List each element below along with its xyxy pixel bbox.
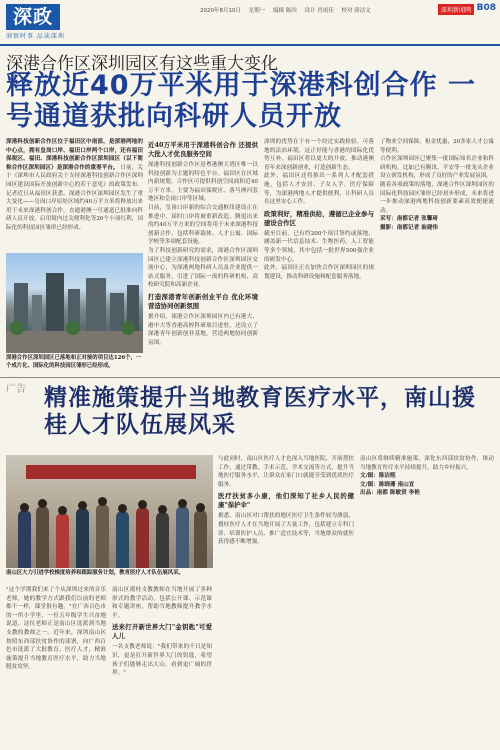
ad-subheading: 送来打开新世界大门"金钥匙"可爱人儿 — [112, 623, 212, 641]
person — [156, 512, 169, 568]
head — [20, 503, 29, 512]
ad-spacer — [6, 446, 106, 454]
banner — [26, 465, 196, 479]
ad-credit: 文/图：陈晓珊 南山宣 — [360, 481, 415, 488]
ad-photo — [6, 455, 213, 568]
reporter-credit: 采写：南都记者 张馨琦 — [380, 216, 438, 223]
tree — [121, 321, 135, 335]
story-column-3 — [264, 138, 374, 374]
photographer-credit: 摄影：南都记者 翁建伟 — [380, 224, 438, 231]
ad-paragraph: 据悉，南山区对口帮扶的地区医疗卫生条件较为薄弱，援桂医疗人才在当地开展了大量工作，包括建立专科门诊、培训医护人员、推广适宜技术等，当地群众的就医获得感不断增强。 — [218, 513, 354, 546]
building — [46, 273, 64, 333]
ad-paragraph: "这个学期我们来了个从深圳过来的音乐老师，她的教学方式跟我们以前的老师都不一样，课堂很有趣。"在广西百色市的一所小学里，一位五年级学生兴奋地说道。这位老师正是南山区选派到当地支教的教师之一。近年来，深圳南山区按照东西部扶贫协作的部署，向广西百色市选派了大批教育、医疗人才，精准施策提升当地教育医疗水平，助力当地脱贫攻坚。 — [6, 587, 106, 671]
tree — [10, 321, 24, 335]
story-paragraph: 此外，福田区正在加快合作区深圳园区的规划建设，推动科研设施和配套服务落地。 — [264, 265, 374, 280]
page-number: B08 — [476, 3, 496, 13]
edition-badge: 深圳新闻网 — [438, 4, 474, 15]
building — [86, 278, 106, 333]
head — [178, 499, 187, 508]
page-header — [0, 0, 500, 44]
ad-column-3 — [218, 455, 354, 746]
header-rule — [0, 44, 500, 46]
ad-paragraph: 一名支教老师说："我们带来的不只是知识，更是打开新世界大门的钥匙，希望孩子们能够走出大山，看到更广阔的世界。" — [112, 644, 212, 677]
subheading: 打造深港青年创新创业平台 优化环境营造协同创新氛围 — [148, 292, 258, 310]
ad-column-1 — [6, 586, 106, 746]
story-paragraph: 据介绍，深港合作区深圳园区内已有港大、港中大等香港高校科研项目进驻，还设立了深港青年创新创业基地，营造两地协同创新氛围。 — [148, 313, 258, 346]
head — [138, 500, 147, 509]
photo-caption: 深港合作区深圳园区已落地和正对接的项目达126个，一个成片化、国际化的科技园区雏形已经形成。 — [6, 355, 142, 369]
building — [32, 295, 42, 333]
person — [116, 511, 129, 568]
ad-column-4 — [360, 455, 494, 746]
story-paragraph: 了物业空间保障，租金优惠，20多家人才公寓等便利。 — [380, 139, 494, 154]
head — [158, 505, 167, 514]
head — [78, 501, 87, 510]
story-paragraph: 深港科技创新合作区是粤港澳大湾区唯一以科技创新为主题的特色平台。福田区在区域内新规划，合作区可提供科创空间面积近40万平方米，主要为福田保税区、落马洲河套地区和皇岗口岸等区域。 — [148, 162, 258, 203]
person — [194, 510, 207, 568]
ad-paragraph: 与此同时，南山区医疗人才也深入当地医院，开展帮扶工作，通过带教、手术示范、学术交流等方式，提升当地医疗服务水平，让群众在家门口就能享受到优质医疗服务。 — [218, 456, 354, 488]
head — [58, 506, 67, 515]
ad-photo-caption: 南山区大力引进学校梯度培养和跟踪服务计划，教育医疗人才队伍展风采。 — [6, 570, 184, 576]
proofreader: 校对 薛洁文 — [341, 8, 371, 14]
story-headline: 释放近40万平米用于深港科创合作 一号通道获批向科研人员开放 — [6, 70, 476, 132]
section-slogan: 洞察时事 品读深圳 — [6, 33, 65, 40]
section-divider — [0, 377, 500, 378]
story-paragraph: 截至目前，已有约200个项目签约或落地，涵盖新一代信息技术、生物医药、人工智能等多个领域，其中包括一批世界500强企业的研发中心。 — [264, 230, 374, 263]
ad-paragraph: 南山区将继续精准施策，深化东西部扶贫协作，推动当地教育医疗水平持续提升，助力乡村振兴。 — [360, 456, 494, 471]
story-column-4 — [380, 138, 494, 374]
ad-credit: 文/图：陈洁熙 — [360, 473, 396, 480]
issue-weekday: 星期一 — [248, 8, 266, 14]
story-lead: 深港科技创新合作区位于福田区中南部，是深港两地的中心点，拥有皇岗口岸、福田口岸两个口岸，还有福田保税区、福田、深港科技创新合作区深圳园区（以下简称合作区深圳园区）是深港合作的重要平台。 — [6, 139, 143, 171]
issue-meta — [200, 6, 377, 14]
person — [36, 506, 49, 568]
person — [76, 508, 89, 568]
head — [196, 503, 205, 512]
story-paragraph: 为了科技创新研究的需求，深港合作区深圳园区已建立深港科技创新合作区深圳园区交流中心，为深港两地科研人员及企业提供一站式服务，引进了国际一流的科研机构、高校研究院和高新企业。 — [148, 247, 258, 289]
person — [18, 510, 31, 568]
story-paragraph: 此外，福田区还将推出一系列人才配套措施，包括人才安居、子女入学、医疗保障等，为深港两地人才提供便利，让科研人员在这里安心工作。 — [264, 173, 374, 206]
tree — [66, 321, 80, 335]
person — [56, 513, 69, 568]
subheading: 近40万平米用于深港科创合作 还提供大批人才优良服务空间 — [148, 141, 258, 158]
ad-credit: 出品：南都 陈敏贤 李艳 — [360, 490, 420, 497]
story-column-1 — [6, 138, 143, 250]
head — [38, 499, 47, 508]
subheading: 政策利好，精准供给，遵循已企业参与建设合作区 — [264, 209, 374, 227]
story-photo — [6, 253, 143, 353]
head — [118, 504, 127, 513]
ad-headline: 精准施策提升当地教育医疗水平，南山援桂人才队伍展风采 — [44, 384, 476, 438]
person — [96, 504, 109, 568]
designer: 设计 肖雨佳 — [304, 8, 334, 14]
story-paragraph: 深圳的优势在于有一个经过实践检验、可落地的法治环境，这正好能与香港的国际化优势互补。福田区将以更大的开放，推动港澳青年来深创新创业，打造创新生态。 — [264, 139, 374, 171]
person — [176, 506, 189, 568]
story-paragraph: 合作区深圳园区已聚集一批国际知名企业和科研机构，比如已有腾讯、平安等一批龙头企业设立研发机构，形成了良好的产业发展氛围。 — [380, 156, 494, 180]
person — [136, 507, 149, 568]
story-paragraph: 日前，关于《深圳市人民政府关于支持深港科技创新合作区深圳园区建设国际开放创新中心的若干意见》的政策发布。记者近日从福田区获悉，深港合作区深圳园区发生了重大变化——皇岗口岸原址区域约40万平方米将释放出来用于未来深港科创合作，直通港澳一号通道已批准向科研人员开放，启用境内过关便利化等26个小项红利，国际化的科技园区雏形已经形成。 — [6, 164, 143, 231]
story-paragraph: 目前，皇岗口岸新的综合交通枢纽建设正在推进中，届时口岸将被重新改造，腾退出来的约40万平方米的空间将用于未来深港科技创新合作，包括科研载体、人才公寓、国际学校等多项配套设施。 — [148, 204, 258, 246]
ad-column-2 — [112, 586, 212, 746]
editor: 编辑 陈四 — [273, 8, 297, 14]
story-paragraph: 随着各项政策的落地，深港合作区深圳园区的国际化科技园区雏形已经初步形成，未来将进一步推动深港两地科技创新要素高效便捷流动。 — [380, 181, 494, 214]
ad-subheading: 医疗扶贫多小康，他们深知了社乡人民的健康"保护伞" — [218, 492, 354, 510]
story-column-2 — [148, 138, 258, 374]
story-kicker: 深港合作区深圳园区有这些重大变化 — [6, 54, 278, 74]
head — [98, 497, 107, 506]
issue-date: 2020年8月10日 — [200, 8, 241, 14]
ad-paragraph: 南山区援桂支教教师在当地开展了多种形式的教学活动，包括公开课、示范课和专题讲座，帮助当地教师提升教学水平。 — [112, 587, 212, 619]
ad-label: 广告 — [6, 384, 26, 395]
section-logo: 深政 — [6, 4, 60, 30]
